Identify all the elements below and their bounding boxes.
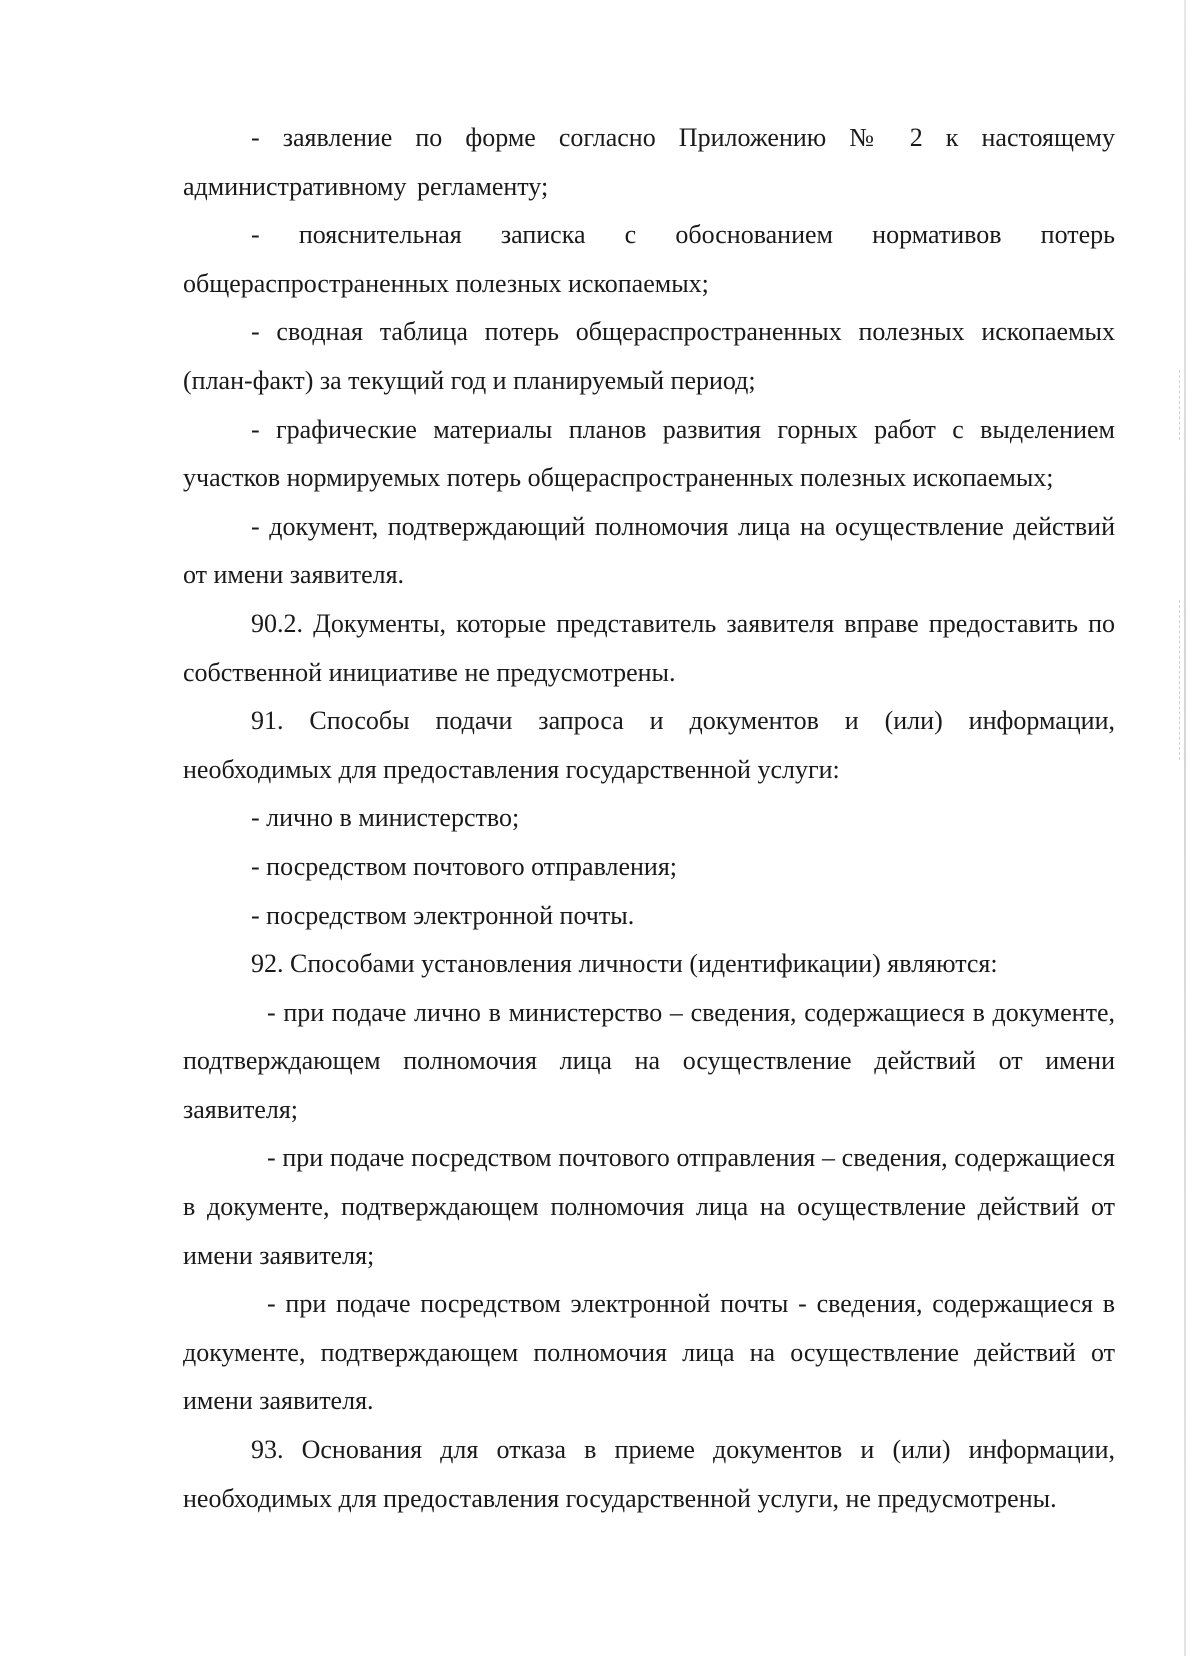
paragraph-graphic-materials: - графические материалы планов развития горных работ с выделением участков нормируемых потерь общераспространенных полезных ископаемых; <box>183 414 1115 493</box>
list-item-email: - посредством электронной почты. <box>251 900 635 930</box>
paragraph-id-in-person: - при подаче лично в министерство – сведения, содержащиеся в документе, подтверждающем полномочия лица на осуществление действий от имени заявителя; <box>183 997 1115 1124</box>
paragraph-id-email: - при подаче посредством электронной почты - сведения, содержащиеся в документе, подтверждающем полномочия лица на осуществление действий от имени заявителя. <box>183 1289 1115 1416</box>
scan-mark <box>1179 600 1186 760</box>
scan-edge <box>1184 0 1186 1656</box>
list-item-in-person: - лично в министерство; <box>251 803 520 833</box>
paragraph-explanatory-note: - пояснительная записка с обоснованием нормативов потерь общераспространенных полезных ископаемых; <box>183 220 1115 298</box>
paragraph-authority-document: - документ, подтверждающий полномочия лица на осуществление действий от имени заявителя. <box>183 511 1115 590</box>
paragraph-92: 92. Способами установления личности (идентификации) являются: <box>251 949 998 979</box>
paragraph-93: 93. Основания для отказа в приеме документов и (или) информации, необходимых для предоставления государственной услуги, не предусмотрены. <box>183 1435 1115 1513</box>
paragraph-application: - заявление по форме согласно Приложению № 2 к настоящему административному регламенту; <box>183 123 1115 201</box>
paragraph-90-2: 90.2. Документы, которые представитель заявителя вправе предоставить по собственной инициативе не предусмотрены. <box>183 608 1115 687</box>
list-item-post: - посредством почтового отправления; <box>251 851 678 881</box>
paragraph-id-post: - при подаче посредством почтового отправления – сведения, содержащиеся в документе, подтверждающем полномочия лица на осуществление действий от имени заявителя; <box>183 1143 1115 1270</box>
scan-mark <box>1179 370 1186 440</box>
document-body <box>183 114 1115 1523</box>
paragraph-91: 91. Способы подачи запроса и документов и (или) информации, необходимых для предоставления государственной услуги: <box>183 706 1115 784</box>
paragraph-summary-table: - сводная таблица потерь общераспространенных полезных ископаемых (план-факт) за текущий год и планируемый период; <box>183 317 1115 395</box>
